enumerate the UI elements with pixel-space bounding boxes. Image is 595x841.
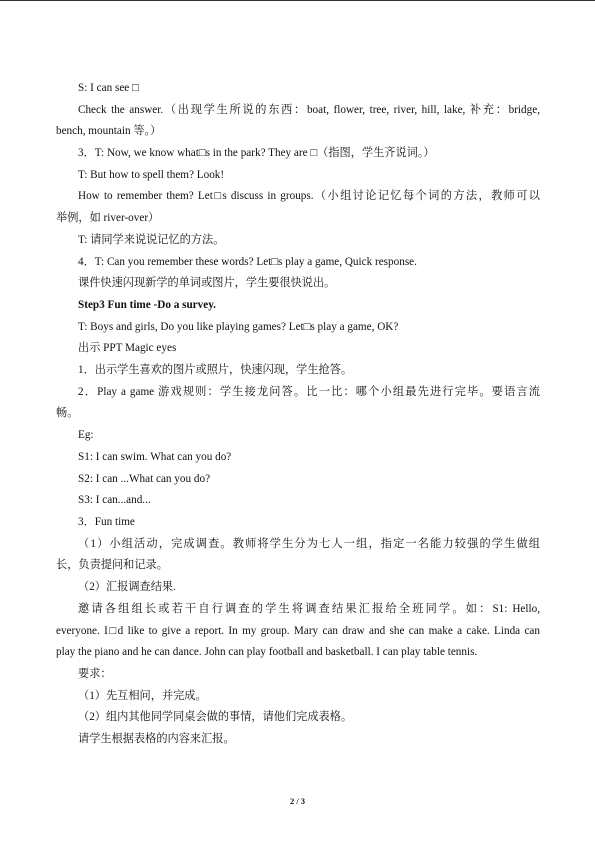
text-line: 要求： — [78, 668, 112, 680]
text-line: 3．Fun time — [78, 516, 135, 528]
text-line: 4．T: Can you remember these words? Let□s play a game, Quick response. — [78, 256, 417, 268]
text-line: bench, mountain 等。） — [56, 125, 162, 137]
text-line: 邀请各组组长或若干自行调查的学生将调查结果汇报给全班同学。如：S1: Hello, — [78, 603, 540, 615]
text-line: 举例，如 river-over） — [56, 212, 160, 224]
text-line: 长，负责提问和记录。 — [56, 559, 168, 571]
text-line: （1）小组活动，完成调查。教师将学生分为七人一组，指定一名能力较强的学生做组 — [78, 538, 540, 550]
text-line: everyone. I□d like to give a report. In my group. Mary can draw and she can make a cake. Linda can — [56, 625, 540, 637]
text-line: 1．出示学生喜欢的图片或照片，快速闪现，学生抢答。 — [78, 364, 353, 376]
text-line: S2: I can ...What can you do? — [78, 473, 211, 485]
section-heading: Step3 Fun time -Do a survey. — [78, 299, 216, 311]
text-line: Eg: — [78, 429, 94, 441]
text-line: S: I can see □ — [78, 82, 139, 94]
text-line: （2）汇报调查结果. — [78, 581, 176, 593]
page-number: 2 / 3 — [289, 796, 306, 806]
text-line: How to remember them? Let□s discuss in groups.（小组讨论记忆每个词的方法，教师可以 — [78, 190, 540, 202]
text-line: play the piano and he can dance. John can play football and basketball. I can play table tennis. — [56, 646, 478, 658]
text-line: 课件快速闪现新学的单词或图片，学生要很快说出。 — [78, 277, 336, 289]
text-line: S3: I can...and... — [78, 494, 151, 506]
text-line: 3．T: Now, we know what□s in the park? They are □（指图，学生齐说词。） — [78, 147, 435, 159]
text-line: T: Boys and girls, Do you like playing games? Let□s play a game, OK? — [78, 321, 399, 333]
text-line: 请学生根据表格的内容来汇报。 — [78, 733, 235, 745]
top-rule — [0, 0, 595, 1]
text-line: 出示 PPT Magic eyes — [78, 342, 177, 354]
text-line: （2）组内其他同学同桌会做的事情，请他们完成表格。 — [78, 711, 353, 723]
text-line: T: 请同学来说说记忆的方法。 — [78, 234, 225, 246]
text-line: 2．Play a game 游戏规则：学生接龙问答。比一比：哪个小组最先进行完毕。要语言流 — [78, 386, 540, 398]
text-line: T: But how to spell them? Look! — [78, 169, 225, 181]
text-line: （1）先互相问，并完成。 — [78, 690, 207, 702]
text-line: S1: I can swim. What can you do? — [78, 451, 232, 463]
text-line: Check the answer.（出现学生所说的东西：boat, flower, tree, river, hill, lake, 补充：bridge, — [78, 104, 540, 116]
text-line: 畅。 — [56, 407, 79, 419]
